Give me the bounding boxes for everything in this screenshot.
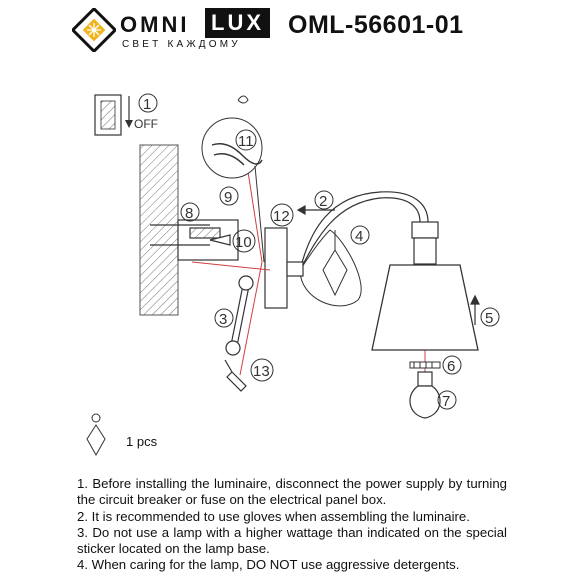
logo-diamond-icon — [72, 8, 116, 52]
header — [0, 0, 580, 60]
lamp-holder — [412, 222, 438, 264]
light-bulb-icon — [410, 372, 440, 418]
wall — [140, 145, 178, 315]
instruction-3: 3. Do not use a lamp with a higher wattage than indicated on the special sticker located on the lamp base. — [77, 524, 507, 557]
svg-text:2: 2 — [319, 193, 328, 210]
callout-2 — [315, 191, 333, 210]
quantity-label: 1 pcs — [126, 434, 158, 449]
lamp-shade — [372, 265, 478, 350]
off-label: OFF — [134, 117, 158, 131]
mounting-plate — [265, 228, 287, 308]
brand-tagline: СВЕТ КАЖДОМУ — [122, 39, 241, 50]
installation-diagram — [70, 80, 530, 480]
instruction-4: 4. When caring for the lamp, DO NOT use aggressive detergents. — [77, 557, 460, 573]
callout-4 — [351, 226, 369, 245]
wrench-icon — [226, 276, 253, 355]
callout-11 — [236, 130, 256, 150]
callout-8 — [181, 203, 199, 222]
instruction-1: 1. Before installing the luminaire, disconnect the power supply by turning the circuit breaker or fuse on the electrical panel box. — [77, 476, 507, 508]
instruction-2: 2. It is recommended to use gloves when assembling the luminaire. — [77, 508, 470, 524]
callout-13 — [251, 359, 273, 381]
callout-9 — [220, 187, 238, 206]
svg-text:1: 1 — [143, 96, 152, 113]
svg-text:10: 10 — [235, 234, 252, 251]
svg-text:7: 7 — [442, 393, 451, 410]
callout-7 — [438, 391, 456, 410]
instructions — [77, 476, 507, 574]
brand-name-right: LUX — [205, 8, 270, 38]
callout-5 — [481, 308, 499, 327]
svg-text:4: 4 — [355, 228, 364, 245]
callout-3 — [215, 309, 233, 328]
screwdriver-icon — [225, 360, 246, 391]
model-number: OML-56601-01 — [288, 11, 464, 39]
svg-text:8: 8 — [185, 205, 194, 222]
crystal-pendant-icon — [323, 230, 347, 295]
callout-12 — [271, 204, 293, 226]
svg-text:6: 6 — [447, 358, 456, 375]
svg-text:5: 5 — [485, 310, 494, 327]
svg-text:13: 13 — [253, 363, 270, 380]
brand-logo — [72, 6, 272, 54]
spare-crystal-icon — [87, 414, 105, 455]
svg-text:9: 9 — [224, 189, 233, 206]
callout-1 — [139, 94, 157, 113]
svg-text:12: 12 — [273, 208, 290, 225]
shade-ring — [410, 362, 440, 368]
svg-text:3: 3 — [219, 311, 228, 328]
callout-6 — [443, 356, 461, 375]
svg-text:11: 11 — [238, 133, 254, 150]
callout-10 — [233, 230, 255, 252]
brand-name-left: OMNI — [120, 12, 190, 37]
